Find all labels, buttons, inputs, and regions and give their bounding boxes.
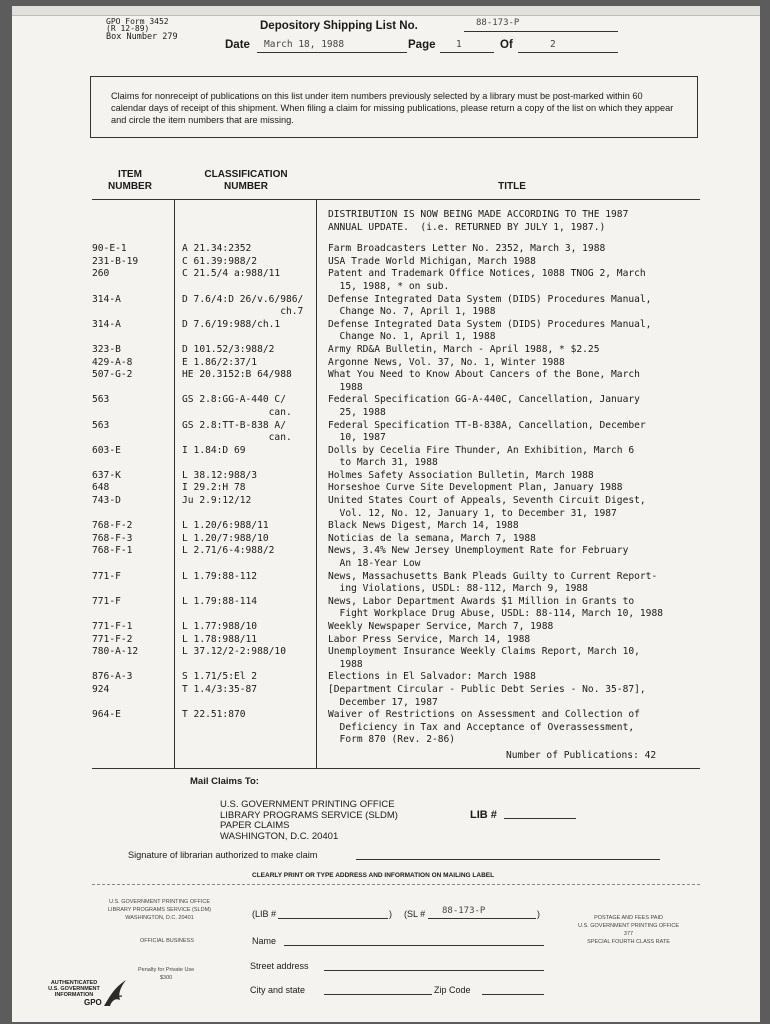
item-number: 771-F-2 bbox=[92, 633, 133, 645]
table-row bbox=[12, 671, 760, 684]
item-number: 231-B-19 bbox=[92, 255, 139, 267]
mail-address: U.S. GOVERNMENT PRINTING OFFICE LIBRARY PROGRAMS SERVICE (SLDM) PAPER CLAIMS WASHINGTON, D.C. 20401 bbox=[220, 799, 398, 842]
item-number: 603-E bbox=[92, 444, 121, 456]
name-line[interactable] bbox=[284, 945, 544, 946]
item-number: 780-A-12 bbox=[92, 646, 139, 658]
gpo-logo-text: GPO bbox=[84, 998, 102, 1007]
classification-number: I 29.2:H 78 bbox=[182, 482, 246, 494]
publication-title: Dolls by Cecelia Fire Thunder, An Exhibition, March 6 to March 31, 1988 bbox=[328, 444, 635, 469]
table-row bbox=[12, 294, 760, 319]
title-header: TITLE bbox=[498, 181, 526, 192]
classification-number: C 61.39:988/2 bbox=[182, 255, 258, 267]
date-value: March 18, 1988 bbox=[264, 39, 345, 50]
table-bottom-rule bbox=[92, 768, 700, 769]
item-number-header bbox=[98, 169, 162, 193]
table-row bbox=[12, 646, 760, 671]
table-row bbox=[12, 571, 760, 596]
publication-title: What You Need to Know About Cancers of the Bone, March 1988 bbox=[328, 369, 640, 393]
street-address-label: Street address bbox=[250, 961, 309, 971]
item-number: 768-F-3 bbox=[92, 532, 133, 544]
claims-notice: Claims for nonreceipt of publications on this list under item numbers previously selected by a library must be post-marked within 60 calendar days of receipt of this shipment. When filing a claim for missing publications, please return a copy of the list on which they appear and circle the item numbers that are missing. bbox=[90, 76, 698, 138]
publication-title: Federal Specification TT-B-838A, Cancellation, December 10, 1987 bbox=[328, 419, 646, 444]
publication-title: USA Trade World Michigan, March 1988 bbox=[328, 255, 536, 267]
label-sl-line bbox=[428, 918, 536, 919]
return-address: U.S. GOVERNMENT PRINTING OFFICE LIBRARY PROGRAMS SERVICE (SLDM) WASHINGTON, D.C. 20401 bbox=[108, 899, 211, 921]
publication-title: News, 3.4% New Jersey Unemployment Rate for February An 18-Year Low bbox=[328, 545, 629, 570]
page-value: 1 bbox=[456, 39, 462, 50]
item-number: 964-E bbox=[92, 709, 121, 721]
lib-number-label: LIB # bbox=[470, 809, 497, 821]
item-number: 924 bbox=[92, 683, 110, 695]
classification-number: E 1.86/2:37/1 bbox=[182, 356, 258, 368]
table-row bbox=[12, 319, 760, 344]
publication-title: Patent and Trademark Office Notices, 1088 TNOG 2, March 15, 1988, * on sub. bbox=[328, 268, 646, 292]
publication-title: Labor Press Service, March 14, 1988 bbox=[328, 633, 531, 645]
classification-number: GS 2.8:TT-B-838 A/ can. bbox=[182, 419, 292, 444]
table-row bbox=[12, 445, 760, 470]
city-state-line[interactable] bbox=[324, 994, 432, 995]
publication-title: Waiver of Restrictions on Assessment and Collection of Deficiency in Tax and Acceptance of Overassessment, Form 870 (Rev. 2-86) bbox=[328, 709, 640, 746]
publication-title: Holmes Safety Association Bulletin, March 1988 bbox=[328, 469, 594, 481]
page-underline bbox=[440, 52, 494, 53]
lib-number-line[interactable] bbox=[504, 818, 576, 819]
table-row bbox=[12, 596, 760, 621]
item-number: 768-F-1 bbox=[92, 545, 133, 557]
form-number: GPO Form 3452 bbox=[106, 17, 169, 26]
box-number: Box Number 279 bbox=[106, 32, 178, 42]
shipping-list-page bbox=[12, 6, 760, 1022]
table-row bbox=[12, 621, 760, 634]
page-label: Page bbox=[408, 39, 436, 51]
item-number: 637-K bbox=[92, 469, 121, 481]
form-title: Depository Shipping List No. bbox=[260, 20, 418, 32]
of-underline bbox=[518, 52, 618, 53]
classification-number: L 1.20/7:988/10 bbox=[182, 532, 269, 544]
signature-line[interactable] bbox=[356, 859, 660, 860]
publication-title: Weekly Newspaper Service, March 7, 1988 bbox=[328, 621, 554, 632]
item-number: 429-A-8 bbox=[92, 356, 133, 368]
item-number: 648 bbox=[92, 482, 110, 494]
date-label: Date bbox=[225, 39, 250, 51]
classification-number: L 1.78:988/11 bbox=[182, 633, 258, 645]
publication-title: News, Labor Department Awards $1 Million in Grants to Fight Workplace Drug Abuse, USDL: 88-114, March 10, 1988 bbox=[328, 595, 664, 620]
city-state-label: City and state bbox=[250, 985, 306, 995]
classification-number: T 1.4/3:35-87 bbox=[182, 683, 258, 695]
label-lib-close: ) bbox=[389, 909, 392, 919]
item-number: 876-A-3 bbox=[92, 671, 133, 683]
mail-claims-heading: Mail Claims To: bbox=[190, 776, 259, 787]
table-row bbox=[12, 533, 760, 546]
table-row bbox=[12, 634, 760, 647]
table-row bbox=[12, 344, 760, 357]
classification-number: T 22.51:870 bbox=[182, 709, 246, 721]
of-label: Of bbox=[500, 39, 513, 51]
table-header-rule bbox=[92, 199, 700, 200]
item-number: 507-G-2 bbox=[92, 369, 133, 381]
signature-label: Signature of librarian authorized to make claim bbox=[128, 850, 318, 860]
shipping-list-number: 88-173-P bbox=[476, 18, 520, 28]
publication-title: Unemployment Insurance Weekly Claims Report, March 10, 1988 bbox=[328, 646, 640, 670]
item-number: 771-F bbox=[92, 595, 121, 607]
table-row bbox=[12, 357, 760, 370]
classification-number: L 2.71/6-4:988/2 bbox=[182, 545, 275, 557]
label-sl-field: (SL # bbox=[404, 909, 426, 919]
publication-title: Horseshoe Curve Site Development Plan, January 1988 bbox=[328, 482, 623, 494]
item-number: 314-A bbox=[92, 293, 121, 305]
zip-code-label: Zip Code bbox=[434, 985, 471, 995]
item-number: 90-E-1 bbox=[92, 243, 127, 255]
item-number: 260 bbox=[92, 268, 110, 280]
classification-number: S 1.71/5:El 2 bbox=[182, 671, 258, 683]
item-number: 743-D bbox=[92, 495, 121, 507]
item-number: 771-F-1 bbox=[92, 621, 133, 632]
classification-number: L 1.79:88-112 bbox=[182, 570, 258, 582]
name-label: Name bbox=[252, 936, 277, 946]
classification-number: I 1.84:D 69 bbox=[182, 444, 246, 456]
publication-title: Federal Specification GG-A-440C, Cancellation, January 25, 1988 bbox=[328, 394, 640, 418]
table-row bbox=[12, 420, 760, 445]
label-sl-close: ) bbox=[537, 909, 540, 919]
classification-number: D 7.6/19:988/ch.1 bbox=[182, 318, 281, 330]
table-row bbox=[12, 709, 760, 747]
top-edge bbox=[12, 6, 760, 16]
label-lib-field: (LIB # bbox=[252, 909, 277, 919]
form-revision: (R 12-89) bbox=[106, 24, 150, 33]
classification-number: D 7.6/4:D 26/v.6/986/ ch.7 bbox=[182, 293, 304, 318]
item-header-line2: NUMBER bbox=[108, 181, 152, 192]
table-row bbox=[12, 256, 760, 269]
publication-title: Black News Digest, March 14, 1988 bbox=[328, 520, 519, 532]
official-business: OFFICIAL BUSINESS bbox=[140, 938, 194, 944]
distribution-note-row bbox=[12, 209, 760, 234]
publication-count: Number of Publications: 42 bbox=[506, 750, 657, 761]
zip-code-line[interactable] bbox=[482, 994, 544, 995]
table-row bbox=[12, 470, 760, 483]
classification-number: L 37.12/2-2:988/10 bbox=[182, 646, 286, 658]
publication-title: Army RD&A Bulletin, March - April 1988, * $2.25 bbox=[328, 343, 600, 355]
label-lib-line[interactable] bbox=[278, 918, 388, 919]
label-sl-value: 88-173-P bbox=[442, 906, 486, 916]
mailing-label-cut-line bbox=[92, 884, 700, 885]
classification-number: L 1.79:88-114 bbox=[182, 595, 258, 607]
classification-number: C 21.5/4 a:988/11 bbox=[182, 268, 281, 280]
table-row bbox=[12, 684, 760, 709]
penalty-notice: Penalty for Private Use $300 bbox=[138, 967, 195, 981]
date-underline bbox=[257, 52, 407, 53]
publication-title: Noticias de la semana, March 7, 1988 bbox=[328, 532, 536, 544]
item-number: 768-F-2 bbox=[92, 520, 133, 532]
table-row bbox=[12, 520, 760, 533]
classification-number: L 1.20/6:988/11 bbox=[182, 520, 269, 532]
publication-title: Elections in El Salvador: March 1988 bbox=[328, 671, 536, 683]
classification-number: L 38.12:988/3 bbox=[182, 469, 258, 481]
classification-number: A 21.34:2352 bbox=[182, 243, 252, 255]
class-header-line1: CLASSIFICATION bbox=[204, 169, 288, 180]
street-address-line[interactable] bbox=[324, 970, 544, 971]
classification-number: HE 20.3152:B 64/988 bbox=[182, 369, 292, 381]
postage-indicia: POSTAGE AND FEES PAID U.S. GOVERNMENT PRINTING OFFICE 377 SPECIAL FOURTH CLASS RATE bbox=[578, 915, 680, 945]
publication-title: Defense Integrated Data System (DIDS) Procedures Manual, Change No. 1, April 1, 1988 bbox=[328, 318, 652, 343]
of-value: 2 bbox=[550, 39, 556, 50]
classification-number-header bbox=[190, 169, 302, 193]
classification-number: L 1.77:988/10 bbox=[182, 621, 258, 632]
publication-title: United States Court of Appeals, Seventh Circuit Digest, Vol. 12, No. 12, January 1, to December 31, 1987 bbox=[328, 495, 646, 519]
classification-number: D 101.52/3:988/2 bbox=[182, 343, 275, 355]
table-row bbox=[12, 495, 760, 520]
table-row bbox=[12, 482, 760, 495]
distribution-note: DISTRIBUTION IS NOW BEING MADE ACCORDING TO THE 1987 ANNUAL UPDATE. (i.e. RETURNED BY JULY 1, 1987.) bbox=[328, 209, 629, 233]
table-row bbox=[12, 243, 760, 256]
item-number: 771-F bbox=[92, 570, 121, 582]
authenticated-logo-text: AUTHENTICATED U.S. GOVERNMENT INFORMATION bbox=[48, 980, 100, 998]
print-instruction: CLEARLY PRINT OR TYPE ADDRESS AND INFORMATION ON MAILING LABEL bbox=[252, 872, 495, 879]
classification-number: GS 2.8:GG-A-440 C/ can. bbox=[182, 394, 292, 418]
publication-title: News, Massachusetts Bank Pleads Guilty to Current Report- ing Violations, USDL: 88-112, March 9, 1988 bbox=[328, 570, 658, 595]
publication-title: Defense Integrated Data System (DIDS) Procedures Manual, Change No. 7, April 1, 1988 bbox=[328, 293, 652, 318]
table-row bbox=[12, 268, 760, 293]
class-header-line2: NUMBER bbox=[224, 181, 268, 192]
item-header-line1: ITEM bbox=[118, 169, 142, 180]
table-row bbox=[12, 369, 760, 394]
item-number: 323-B bbox=[92, 343, 121, 355]
publication-title: Argonne News, Vol. 37, No. 1, Winter 1988 bbox=[328, 356, 565, 368]
item-number: 314-A bbox=[92, 318, 121, 330]
eagle-logo-icon bbox=[100, 976, 130, 1010]
publication-title: [Department Circular - Public Debt Series - No. 35-87], December 17, 1987 bbox=[328, 683, 646, 708]
item-number: 563 bbox=[92, 419, 110, 431]
classification-number: Ju 2.9:12/12 bbox=[182, 495, 252, 507]
item-number: 563 bbox=[92, 394, 110, 406]
shipping-list-underline bbox=[464, 31, 618, 32]
table-row bbox=[12, 545, 760, 570]
table-row bbox=[12, 394, 760, 419]
publication-table bbox=[12, 209, 760, 747]
publication-title: Farm Broadcasters Letter No. 2352, March 3, 1988 bbox=[328, 243, 606, 255]
